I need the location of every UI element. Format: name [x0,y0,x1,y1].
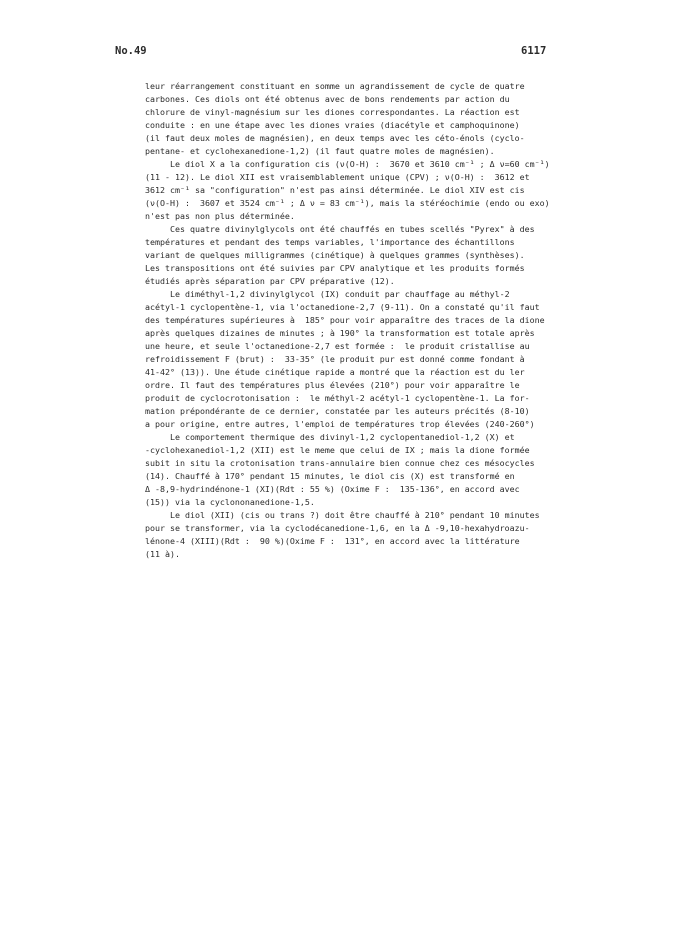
text-line: étudiés après séparation par CPV préparative (12). [145,276,395,286]
text-line: Le diol X a la configuration cis (ν(O-H) : 3670 et 3610 cm⁻¹ ; Δ ν=60 cm⁻¹) [145,159,550,169]
text-line: des températures supérieures à 185° pour voir apparaître des traces de la dione [145,315,545,325]
text-line: (15)) via la cyclononanedione-1,5. [145,497,315,507]
journal-number: No.49 [115,45,147,57]
text-line: lénone-4 (XIII)(Rdt : 90 %)(Oxime F : 131°, en accord avec la littérature [145,536,520,546]
text-line: Le comportement thermique des divinyl-1,2 cyclopentanediol-1,2 (X) et [145,432,515,442]
text-line: carbones. Ces diols ont été obtenus avec de bons rendements par action du [145,94,510,104]
text-line: températures et pendant des temps variables, l'importance des échantillons [145,237,515,247]
text-line: pentane- et cyclohexanedione-1,2) (il faut quatre moles de magnésien). [145,146,495,156]
text-line: leur réarrangement constituant en somme un agrandissement de cycle de quatre [145,81,525,91]
text-line: (11 - 12). Le diol XII est vraisemblablement unique (CPV) ; ν(O-H) : 3612 et [145,172,530,182]
text-line: a pour origine, entre autres, l'emploi de températures trop élevées (240-260°) [145,419,535,429]
text-line: Δ -8,9-hydrindénone-1 (XI)(Rdt : 55 %) (Oxime F : 135-136°, en accord avec [145,484,520,494]
text-line: produit de cyclocrotonisation : le méthyl-2 acétyl-1 cyclopentène-1. La for- [145,393,530,403]
text-line: ordre. Il faut des températures plus élevées (210°) pour voir apparaître le [145,380,520,390]
text-line: refroidissement F (brut) : 33-35° (le produit pur est donné comme fondant à [145,354,525,364]
text-line: (14). Chauffé à 170° pendant 15 minutes, le diol cis (X) est transformé en [145,471,515,481]
text-line: une heure, et seule l'octanedione-2,7 est formée : le produit cristallise au [145,341,530,351]
text-line: acétyl-1 cyclopentène-1, via l'octanedione-2,7 (9-11). On a constaté qu'il faut [145,302,540,312]
text-line: (ν(O-H) : 3607 et 3524 cm⁻¹ ; Δ ν = 83 cm⁻¹), mais la stéréochimie (endo ou exo) [145,198,550,208]
article-body [145,80,565,561]
page-number: 6117 [521,45,547,57]
text-line: (il faut deux moles de magnésien), en deux temps avec les céto-énols (cyclo- [145,133,525,143]
text-line: n'est pas non plus déterminée. [145,211,295,221]
text-line: Ces quatre divinylglycols ont été chauffés en tubes scellés "Pyrex" à des [145,224,535,234]
text-line: pour se transformer, via la cyclodécanedione-1,6, en la Δ -9,10-hexahydroazu- [145,523,530,533]
text-line: après quelques dizaines de minutes ; à 190° la transformation est totale après [145,328,535,338]
text-line: 3612 cm⁻¹ sa "configuration" n'est pas ainsi déterminée. Le diol XIV est cis [145,185,525,195]
text-line: chlorure de vinyl-magnésium sur les diones correspondantes. La réaction est [145,107,520,117]
text-line: Les transpositions ont été suivies par CPV analytique et les produits formés [145,263,525,273]
text-line: Le diol (XII) (cis ou trans ?) doit être chauffé à 210° pendant 10 minutes [145,510,540,520]
text-line: Le diméthyl-1,2 divinylglycol (IX) conduit par chauffage au méthyl-2 [145,289,510,299]
text-line: -cyclohexanediol-1,2 (XII) est le meme que celui de IX ; mais la dione formée [145,445,530,455]
text-line: subit in situ la crotonisation trans-annulaire bien connue chez ces mésocycles [145,458,535,468]
text-line: mation prépondérante de ce dernier, constatée par les auteurs précités (8-10) [145,406,530,416]
text-line: 41-42° (13)). Une étude cinétique rapide a montré que la réaction est du ler [145,367,525,377]
text-line: variant de quelques milligrammes (cinétique) à quelques grammes (synthèses). [145,250,525,260]
text-line: conduite : en une étape avec les diones vraies (diacétyle et camphoquinone) [145,120,520,130]
text-line: (11 à). [145,549,180,559]
